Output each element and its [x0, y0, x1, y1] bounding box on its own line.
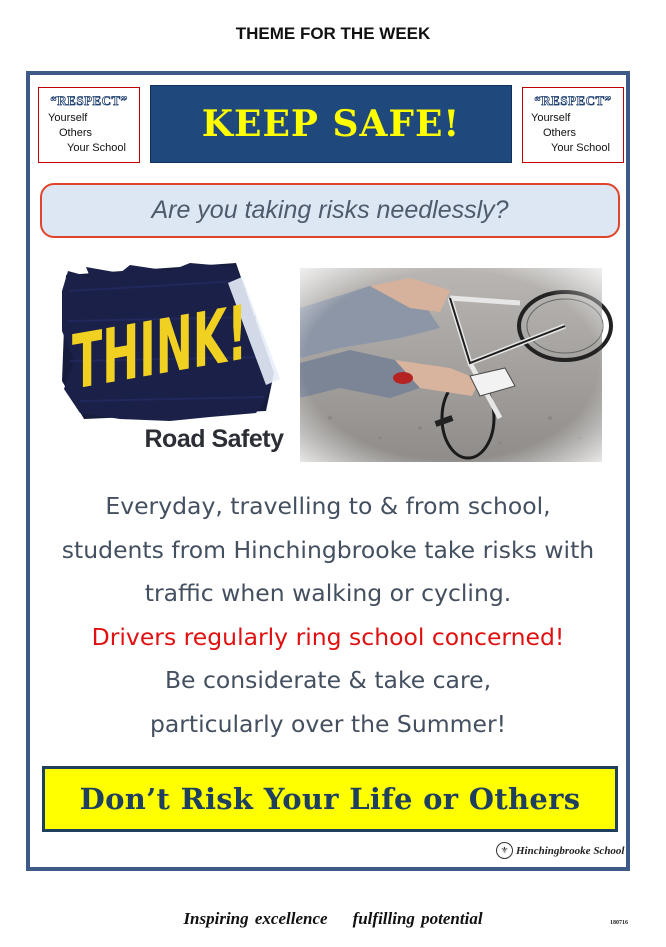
- think-word: THINK!: [72, 268, 361, 408]
- respect-box-right: [522, 87, 624, 163]
- title-banner: [150, 85, 512, 163]
- poster: [26, 71, 630, 871]
- footer-motto: Inspiring excellence fulfilling potential: [183, 909, 483, 928]
- question-text: Are you taking risks needlessly?: [151, 196, 509, 224]
- body-line-1: Everyday, travelling to & from school,: [105, 492, 551, 520]
- closing-line-1: Be considerate & take care,: [164, 666, 492, 694]
- body-line-3: traffic when walking or cycling.: [144, 579, 512, 607]
- road-safety-caption: Road Safety: [144, 425, 284, 453]
- title-banner-text: KEEP SAFE!: [201, 103, 461, 145]
- school-crest-icon: ⚜: [496, 842, 513, 859]
- school-logo: [496, 842, 625, 859]
- respect-line-yourself: Yourself: [531, 112, 571, 124]
- respect-line-school: Your School: [551, 142, 610, 154]
- body-line-2: students from Hinchingbrooke take risks with: [61, 535, 595, 564]
- school-name: Hinchingbrooke School: [516, 844, 625, 857]
- respect-line-others: Others: [59, 127, 93, 139]
- footer-code: 180716: [610, 920, 628, 926]
- respect-line-yourself: Yourself: [48, 112, 88, 124]
- closing-line-2: particularly over the Summer!: [149, 709, 507, 738]
- cyclist-accident-photo: [300, 268, 602, 462]
- bottom-banner-text: Don’t Risk Your Life or Others: [79, 782, 581, 816]
- respect-title: “RESPECT”: [534, 93, 612, 108]
- respect-line-others: Others: [543, 127, 577, 139]
- respect-line-school: Your School: [67, 142, 126, 154]
- warning-line: Drivers regularly ring school concerned!: [91, 622, 565, 651]
- respect-title: “RESPECT”: [50, 93, 128, 108]
- body-text: [30, 485, 626, 746]
- question-box: [40, 183, 620, 238]
- respect-box-left: [38, 87, 140, 163]
- page-title: THEME FOR THE WEEK: [235, 24, 431, 43]
- bottom-banner: [42, 766, 618, 832]
